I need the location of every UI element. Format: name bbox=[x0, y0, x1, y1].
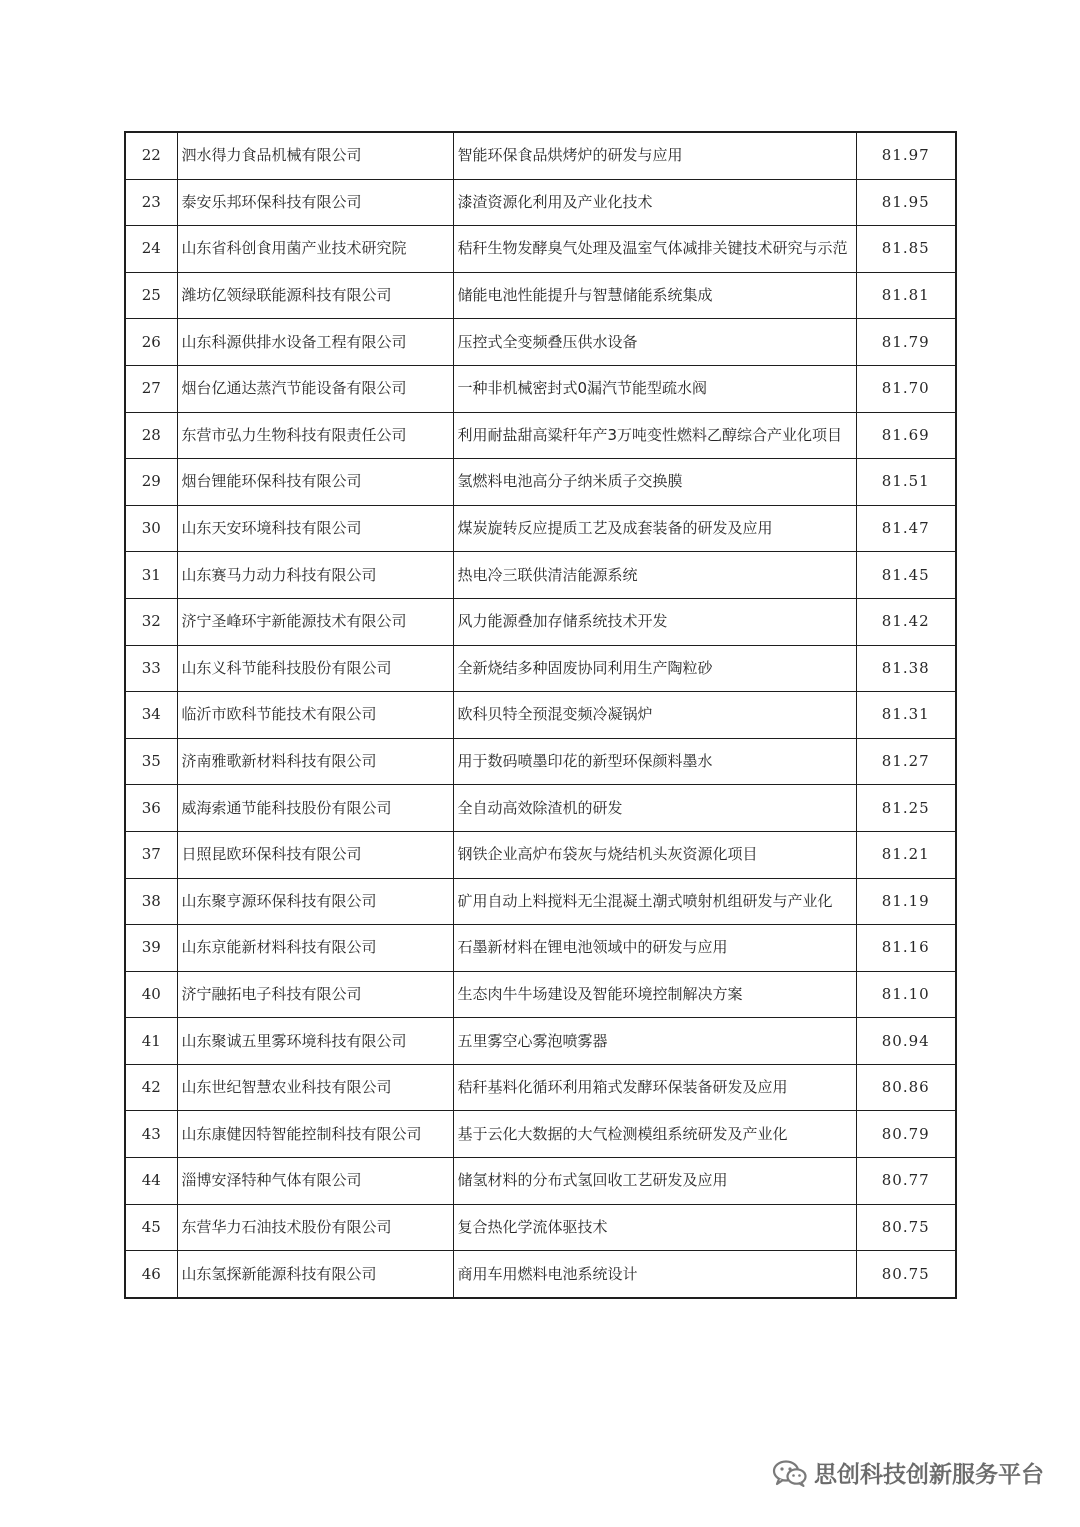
table-row bbox=[125, 645, 956, 692]
rank-cell: 42 bbox=[125, 1064, 177, 1111]
company-name-cell: 山东世纪智慧农业科技有限公司 bbox=[177, 1064, 453, 1111]
project-name-cell: 氢燃料电池高分子纳米质子交换膜 bbox=[453, 459, 856, 506]
score-cell: 81.38 bbox=[856, 645, 956, 692]
score-cell: 81.97 bbox=[856, 132, 956, 179]
rank-cell: 22 bbox=[125, 132, 177, 179]
rank-cell: 24 bbox=[125, 226, 177, 273]
company-name-cell: 东营市弘力生物科技有限责任公司 bbox=[177, 412, 453, 459]
project-name-cell: 煤炭旋转反应提质工艺及成套装备的研发及应用 bbox=[453, 505, 856, 552]
company-name-cell: 东营华力石油技术股份有限公司 bbox=[177, 1204, 453, 1251]
company-name-cell: 山东聚诚五里雾环境科技有限公司 bbox=[177, 1018, 453, 1065]
score-cell: 81.10 bbox=[856, 971, 956, 1018]
rank-cell: 25 bbox=[125, 272, 177, 319]
project-name-cell: 智能环保食品烘烤炉的研发与应用 bbox=[453, 132, 856, 179]
ranking-table-body bbox=[125, 132, 956, 1298]
rank-cell: 30 bbox=[125, 505, 177, 552]
company-name-cell: 山东科源供排水设备工程有限公司 bbox=[177, 319, 453, 366]
rank-cell: 43 bbox=[125, 1111, 177, 1158]
rank-cell: 36 bbox=[125, 785, 177, 832]
ranking-table bbox=[124, 131, 957, 1299]
score-cell: 81.21 bbox=[856, 831, 956, 878]
score-cell: 81.42 bbox=[856, 598, 956, 645]
company-name-cell: 济南雅歌新材料科技有限公司 bbox=[177, 738, 453, 785]
project-name-cell: 一种非机械密封式0漏汽节能型疏水阀 bbox=[453, 365, 856, 412]
rank-cell: 40 bbox=[125, 971, 177, 1018]
table-row bbox=[125, 925, 956, 972]
company-name-cell: 济宁融拓电子科技有限公司 bbox=[177, 971, 453, 1018]
rank-cell: 45 bbox=[125, 1204, 177, 1251]
project-name-cell: 全自动高效除渣机的研发 bbox=[453, 785, 856, 832]
score-cell: 80.79 bbox=[856, 1111, 956, 1158]
company-name-cell: 山东天安环境科技有限公司 bbox=[177, 505, 453, 552]
project-name-cell: 基于云化大数据的大气检测模组系统研发及产业化 bbox=[453, 1111, 856, 1158]
score-cell: 81.69 bbox=[856, 412, 956, 459]
project-name-cell: 利用耐盐甜高粱秆年产3万吨变性燃料乙醇综合产业化项目 bbox=[453, 412, 856, 459]
rank-cell: 31 bbox=[125, 552, 177, 599]
table-row bbox=[125, 1251, 956, 1298]
score-cell: 81.16 bbox=[856, 925, 956, 972]
score-cell: 80.75 bbox=[856, 1204, 956, 1251]
score-cell: 81.25 bbox=[856, 785, 956, 832]
rank-cell: 34 bbox=[125, 692, 177, 739]
table-row bbox=[125, 179, 956, 226]
project-name-cell: 压控式全变频叠压供水设备 bbox=[453, 319, 856, 366]
project-name-cell: 秸秆基料化循环利用箱式发酵环保装备研发及应用 bbox=[453, 1064, 856, 1111]
rank-cell: 35 bbox=[125, 738, 177, 785]
score-cell: 80.86 bbox=[856, 1064, 956, 1111]
score-cell: 81.27 bbox=[856, 738, 956, 785]
score-cell: 80.77 bbox=[856, 1158, 956, 1205]
company-name-cell: 泰安乐邦环保科技有限公司 bbox=[177, 179, 453, 226]
table-row bbox=[125, 272, 956, 319]
score-cell: 81.45 bbox=[856, 552, 956, 599]
company-name-cell: 山东京能新材料科技有限公司 bbox=[177, 925, 453, 972]
rank-cell: 28 bbox=[125, 412, 177, 459]
table-row bbox=[125, 1204, 956, 1251]
rank-cell: 38 bbox=[125, 878, 177, 925]
table-row bbox=[125, 1158, 956, 1205]
rank-cell: 27 bbox=[125, 365, 177, 412]
project-name-cell: 储氢材料的分布式氢回收工艺研发及应用 bbox=[453, 1158, 856, 1205]
rank-cell: 46 bbox=[125, 1251, 177, 1298]
table-row bbox=[125, 459, 956, 506]
table-row bbox=[125, 692, 956, 739]
rank-cell: 32 bbox=[125, 598, 177, 645]
score-cell: 81.51 bbox=[856, 459, 956, 506]
table-row bbox=[125, 1018, 956, 1065]
rank-cell: 39 bbox=[125, 925, 177, 972]
project-name-cell: 用于数码喷墨印花的新型环保颜料墨水 bbox=[453, 738, 856, 785]
score-cell: 81.85 bbox=[856, 226, 956, 273]
company-name-cell: 山东康健因特智能控制科技有限公司 bbox=[177, 1111, 453, 1158]
score-cell: 80.75 bbox=[856, 1251, 956, 1298]
rank-cell: 33 bbox=[125, 645, 177, 692]
table-row bbox=[125, 971, 956, 1018]
score-cell: 81.95 bbox=[856, 179, 956, 226]
company-name-cell: 济宁圣峰环宇新能源技术有限公司 bbox=[177, 598, 453, 645]
table-row bbox=[125, 738, 956, 785]
rank-cell: 23 bbox=[125, 179, 177, 226]
project-name-cell: 复合热化学流体驱技术 bbox=[453, 1204, 856, 1251]
table-row bbox=[125, 412, 956, 459]
project-name-cell: 钢铁企业高炉布袋灰与烧结机头灰资源化项目 bbox=[453, 831, 856, 878]
table-row bbox=[125, 1064, 956, 1111]
project-name-cell: 矿用自动上料搅料无尘混凝土潮式喷射机组研发与产业化 bbox=[453, 878, 856, 925]
table-row bbox=[125, 505, 956, 552]
company-name-cell: 山东义科节能科技股份有限公司 bbox=[177, 645, 453, 692]
score-cell: 81.70 bbox=[856, 365, 956, 412]
company-name-cell: 威海索通节能科技股份有限公司 bbox=[177, 785, 453, 832]
company-name-cell: 山东氢探新能源科技有限公司 bbox=[177, 1251, 453, 1298]
company-name-cell: 临沂市欧科节能技术有限公司 bbox=[177, 692, 453, 739]
table-row bbox=[125, 785, 956, 832]
company-name-cell: 烟台亿通达蒸汽节能设备有限公司 bbox=[177, 365, 453, 412]
project-name-cell: 热电冷三联供清洁能源系统 bbox=[453, 552, 856, 599]
score-cell: 81.19 bbox=[856, 878, 956, 925]
table-row bbox=[125, 598, 956, 645]
table-row bbox=[125, 878, 956, 925]
table-row bbox=[125, 365, 956, 412]
table-row bbox=[125, 552, 956, 599]
table-row bbox=[125, 1111, 956, 1158]
project-name-cell: 商用车用燃料电池系统设计 bbox=[453, 1251, 856, 1298]
company-name-cell: 日照昆欧环保科技有限公司 bbox=[177, 831, 453, 878]
wechat-icon bbox=[772, 1459, 808, 1487]
project-name-cell: 储能电池性能提升与智慧储能系统集成 bbox=[453, 272, 856, 319]
project-name-cell: 漆渣资源化利用及产业化技术 bbox=[453, 179, 856, 226]
table-row bbox=[125, 319, 956, 366]
company-name-cell: 山东省科创食用菌产业技术研究院 bbox=[177, 226, 453, 273]
table-row bbox=[125, 831, 956, 878]
table-row bbox=[125, 132, 956, 179]
rank-cell: 41 bbox=[125, 1018, 177, 1065]
project-name-cell: 五里雾空心雾泡喷雾器 bbox=[453, 1018, 856, 1065]
rank-cell: 44 bbox=[125, 1158, 177, 1205]
score-cell: 81.47 bbox=[856, 505, 956, 552]
project-name-cell: 秸秆生物发酵臭气处理及温室气体减排关键技术研究与示范 bbox=[453, 226, 856, 273]
rank-cell: 29 bbox=[125, 459, 177, 506]
rank-cell: 26 bbox=[125, 319, 177, 366]
project-name-cell: 风力能源叠加存储系统技术开发 bbox=[453, 598, 856, 645]
rank-cell: 37 bbox=[125, 831, 177, 878]
company-name-cell: 潍坊亿领绿联能源科技有限公司 bbox=[177, 272, 453, 319]
company-name-cell: 山东赛马力动力科技有限公司 bbox=[177, 552, 453, 599]
score-cell: 81.31 bbox=[856, 692, 956, 739]
project-name-cell: 欧科贝特全预混变频冷凝锅炉 bbox=[453, 692, 856, 739]
project-name-cell: 生态肉牛牛场建设及智能环境控制解决方案 bbox=[453, 971, 856, 1018]
table-row bbox=[125, 226, 956, 273]
score-cell: 81.79 bbox=[856, 319, 956, 366]
company-name-cell: 烟台锂能环保科技有限公司 bbox=[177, 459, 453, 506]
company-name-cell: 山东聚亨源环保科技有限公司 bbox=[177, 878, 453, 925]
project-name-cell: 石墨新材料在锂电池领域中的研发与应用 bbox=[453, 925, 856, 972]
company-name-cell: 淄博安泽特种气体有限公司 bbox=[177, 1158, 453, 1205]
score-cell: 80.94 bbox=[856, 1018, 956, 1065]
score-cell: 81.81 bbox=[856, 272, 956, 319]
company-name-cell: 泗水得力食品机械有限公司 bbox=[177, 132, 453, 179]
project-name-cell: 全新烧结多种固废协同利用生产陶粒砂 bbox=[453, 645, 856, 692]
watermark bbox=[772, 1456, 1044, 1489]
watermark-text: 思创科技创新服务平台 bbox=[814, 1462, 1044, 1488]
